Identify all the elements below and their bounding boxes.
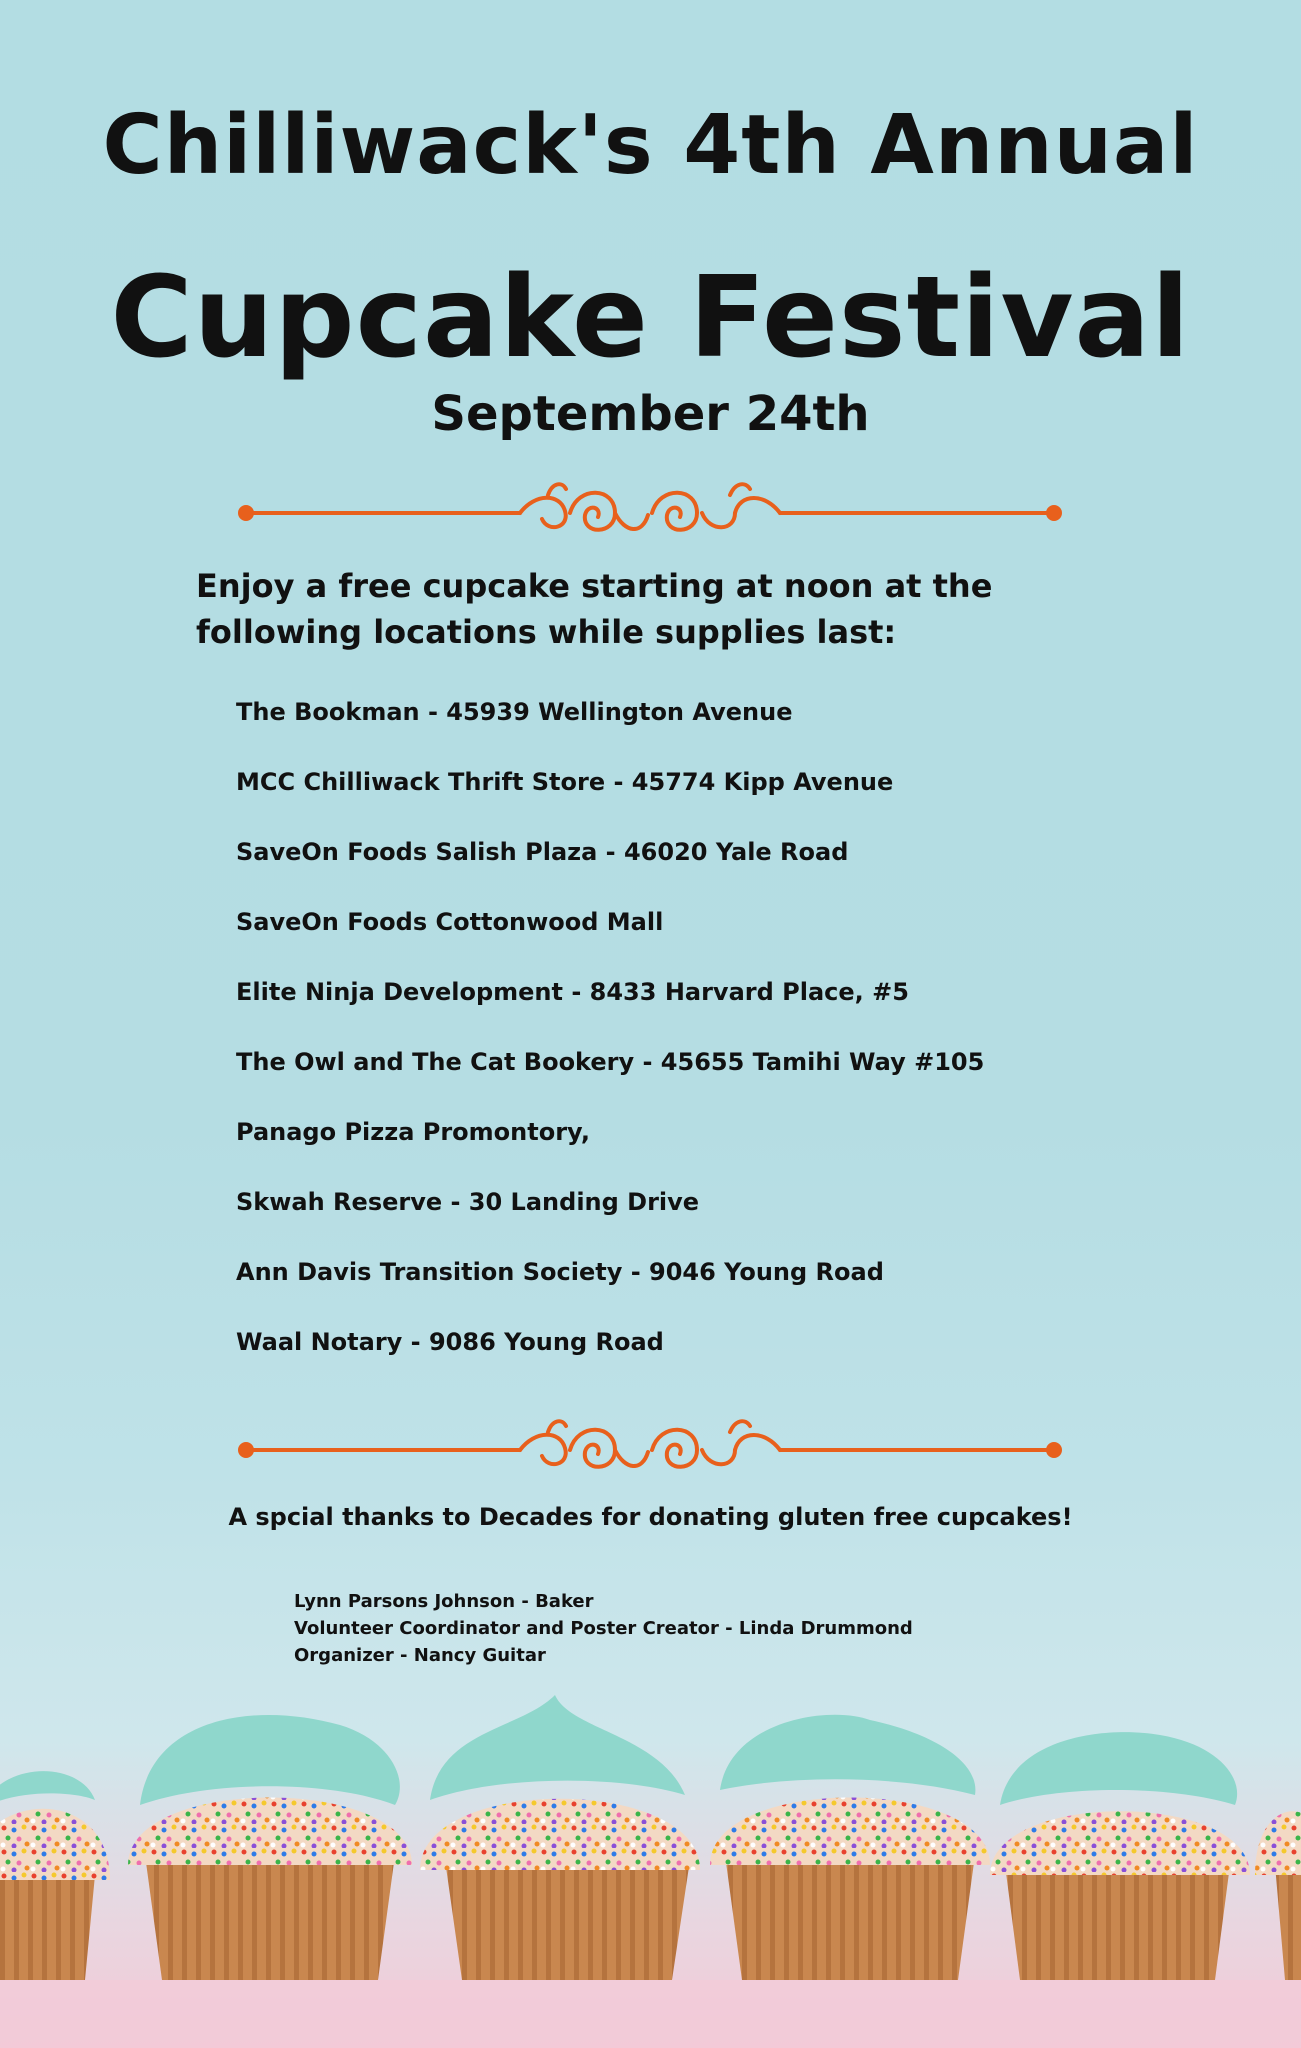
credit-line: Organizer - Nancy Guitar xyxy=(294,1645,546,1666)
location-item: MCC Chilliwack Thrift Store - 45774 Kipp Avenue xyxy=(236,768,894,796)
credits xyxy=(294,1588,913,1669)
thanks-note: A spcial thanks to Decades for donating gluten free cupcakes! xyxy=(228,1503,1073,1531)
cupcake xyxy=(990,1732,1250,1980)
location-item: SaveOn Foods Cottonwood Mall xyxy=(236,908,664,936)
location-item: Elite Ninja Development - 8433 Harvard Place, #5 xyxy=(236,978,909,1006)
location-item: Skwah Reserve - 30 Landing Drive xyxy=(236,1188,700,1216)
intro-text xyxy=(196,563,1096,655)
cupcake xyxy=(1255,1811,1301,1980)
location-item: The Bookman - 45939 Wellington Avenue xyxy=(236,698,793,726)
ornamental-divider-top xyxy=(230,473,1070,553)
credit-line: Volunteer Coordinator and Poster Creator - Linda Drummond xyxy=(294,1618,913,1639)
location-item: SaveOn Foods Salish Plaza - 46020 Yale Road xyxy=(236,838,849,866)
cupcake xyxy=(128,1715,412,1980)
cupcake xyxy=(420,1695,700,1980)
location-item: The Owl and The Cat Bookery - 45655 Tamihi Way #105 xyxy=(236,1048,985,1076)
cupcakes-photo xyxy=(0,1680,1301,2048)
ornamental-divider-bottom xyxy=(230,1410,1070,1490)
cupcake xyxy=(0,1771,110,1980)
location-item: Panago Pizza Promontory, xyxy=(236,1118,590,1146)
poster-title-line2: Cupcake Festival xyxy=(110,253,1191,383)
poster-title-line1: Chilliwack's 4th Annual xyxy=(102,98,1199,193)
event-date: September 24th xyxy=(431,386,870,442)
location-item: Waal Notary - 9086 Young Road xyxy=(236,1328,664,1356)
locations-list xyxy=(236,690,984,1390)
location-item: Ann Davis Transition Society - 9046 Young Road xyxy=(236,1258,884,1286)
cupcake xyxy=(710,1715,990,1980)
intro-line-2: following locations while supplies last: xyxy=(196,613,897,651)
intro-line-1: Enjoy a free cupcake starting at noon at the xyxy=(196,567,993,605)
credit-line: Lynn Parsons Johnson - Baker xyxy=(294,1591,594,1612)
